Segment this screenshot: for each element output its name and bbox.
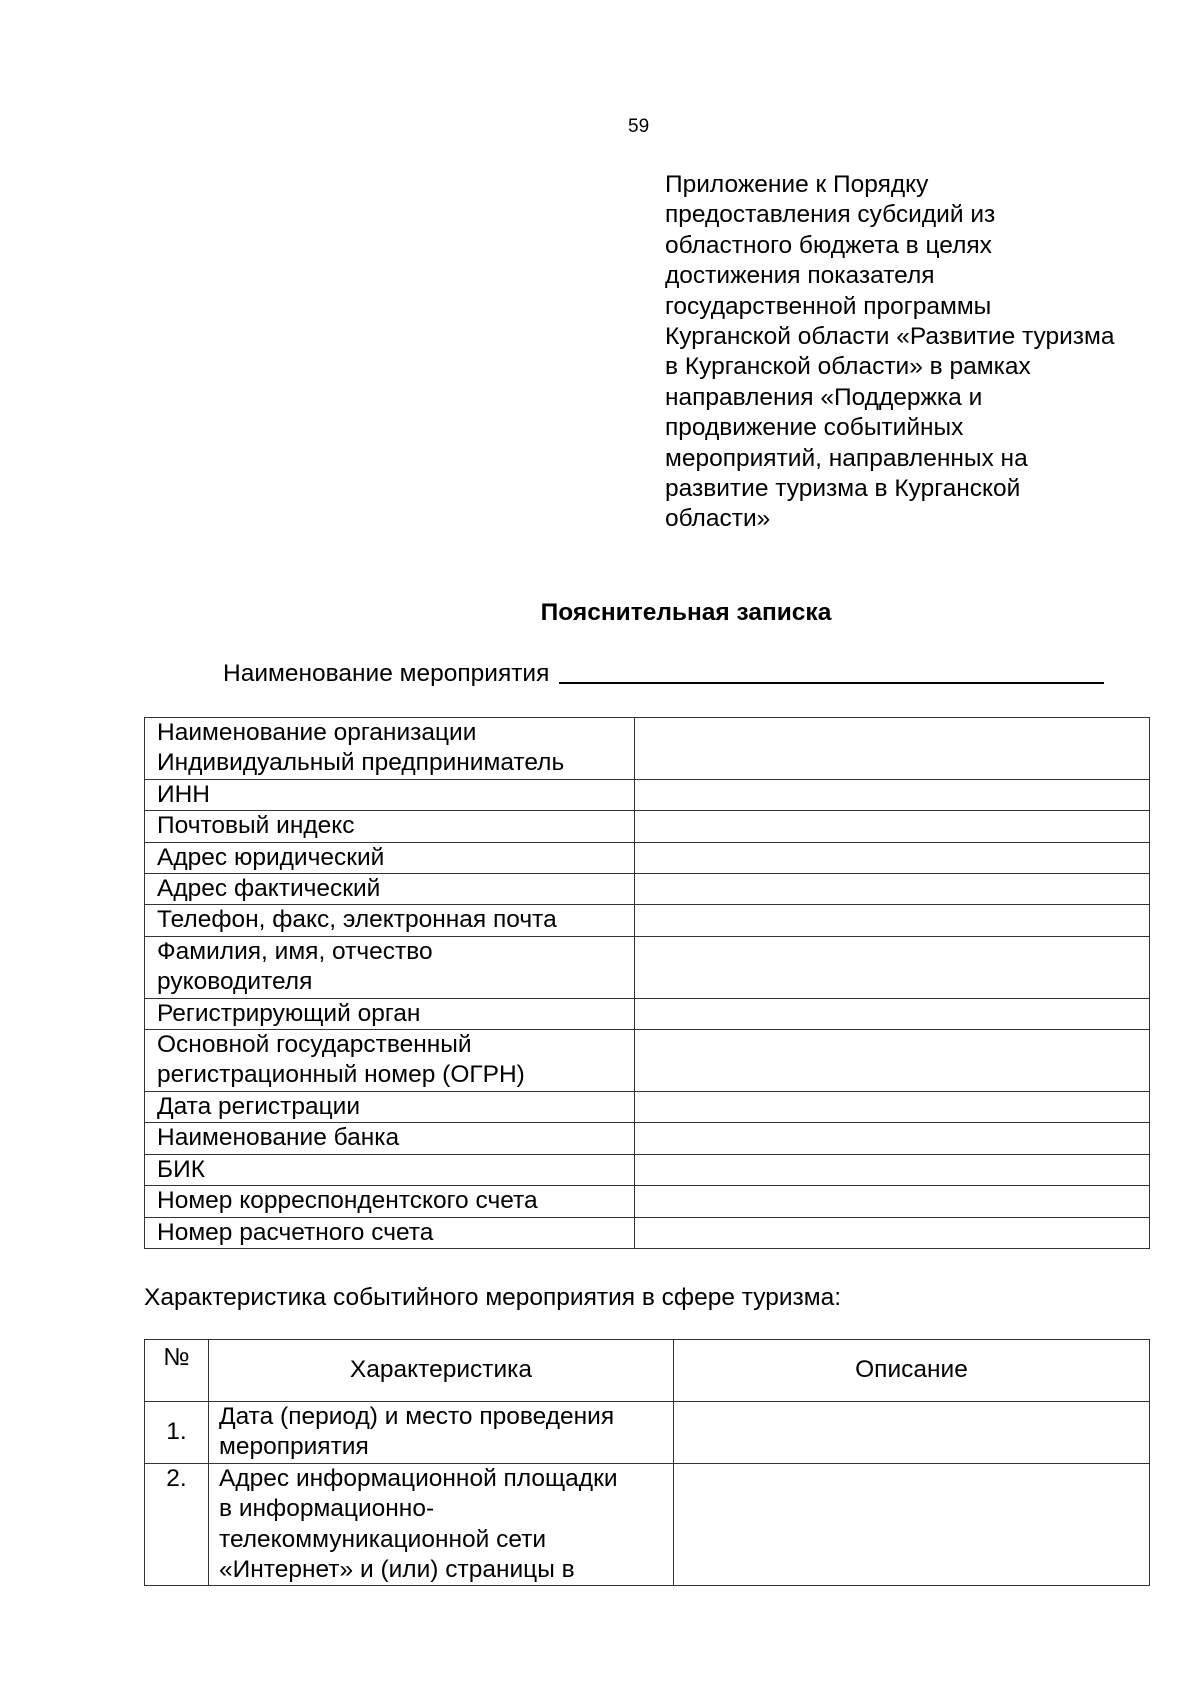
org-field-label: Фамилия, имя, отчество руководителя (145, 936, 635, 998)
org-field-label: ИНН (145, 779, 635, 810)
header-description: Описание (674, 1340, 1150, 1402)
event-name-blank-line[interactable] (559, 682, 1104, 684)
org-table-row (145, 1154, 1150, 1185)
org-field-value[interactable] (635, 779, 1150, 810)
org-table-row (145, 1217, 1150, 1248)
org-field-label: Адрес юридический (145, 842, 635, 873)
org-field-label: Номер корреспондентского счета (145, 1186, 635, 1217)
org-field-value[interactable] (635, 1154, 1150, 1185)
row-description[interactable] (674, 1463, 1150, 1586)
org-table-row (145, 811, 1150, 842)
org-field-value[interactable] (635, 718, 1150, 780)
org-table-row (145, 842, 1150, 873)
org-field-value[interactable] (635, 998, 1150, 1029)
header-characteristic: Характеристика (209, 1340, 674, 1402)
org-field-label: Адрес фактический (145, 874, 635, 905)
org-table-row (145, 1123, 1150, 1154)
characteristics-row (145, 1402, 1150, 1464)
row-description[interactable] (674, 1402, 1150, 1464)
org-field-value[interactable] (635, 1123, 1150, 1154)
org-table-row (145, 905, 1150, 936)
org-field-value[interactable] (635, 842, 1150, 873)
document-title: Пояснительная записка (540, 599, 832, 626)
org-field-label: БИК (145, 1154, 635, 1185)
org-field-label: Основной государственный регистрационный номер (ОГРН) (145, 1030, 635, 1092)
org-field-label: Почтовый индекс (145, 811, 635, 842)
org-field-label: Регистрирующий орган (145, 998, 635, 1029)
org-table-row (145, 1091, 1150, 1122)
org-table-row (145, 936, 1150, 998)
org-table-row (145, 1186, 1150, 1217)
event-name-row (223, 659, 1104, 689)
characteristics-row (145, 1463, 1150, 1586)
characteristics-table (144, 1339, 1150, 1586)
characteristics-heading: Характеристика событийного мероприятия в сфере туризма: (144, 1284, 842, 1311)
org-field-label: Дата регистрации (145, 1091, 635, 1122)
org-table-row (145, 779, 1150, 810)
event-name-label: Наименование мероприятия (223, 660, 550, 687)
header-number: № (145, 1340, 209, 1402)
org-field-value[interactable] (635, 1217, 1150, 1248)
org-field-value[interactable] (635, 1186, 1150, 1217)
organization-table (144, 717, 1150, 1249)
org-field-value[interactable] (635, 936, 1150, 998)
org-field-label: Телефон, факс, электронная почта (145, 905, 635, 936)
org-table-row (145, 998, 1150, 1029)
org-field-label: Наименование организации Индивидуальный предприниматель (145, 718, 635, 780)
org-table-row (145, 1030, 1150, 1092)
row-characteristic: Адрес информационной площадки в информационно- телекоммуникационной сети «Интернет» и (или) страницы в (209, 1463, 674, 1586)
org-field-value[interactable] (635, 874, 1150, 905)
appendix-note: Приложение к Порядку предоставления субсидий из областного бюджета в целях достижения показателя государственной программы Курганской области «Развитие туризма в Курганской области» в рамках направления «Поддержка и продвижение событийных мероприятий, направленных на развитие туризма в Курганской области» (665, 171, 1115, 533)
characteristics-header-row (145, 1340, 1150, 1402)
row-characteristic: Дата (период) и место проведения мероприятия (209, 1402, 674, 1464)
row-number: 2. (145, 1463, 209, 1586)
org-table-row (145, 718, 1150, 780)
org-field-value[interactable] (635, 905, 1150, 936)
org-table-row (145, 874, 1150, 905)
org-field-value[interactable] (635, 811, 1150, 842)
page-number: 59 (628, 116, 650, 137)
org-field-label: Наименование банка (145, 1123, 635, 1154)
org-field-value[interactable] (635, 1030, 1150, 1092)
org-field-value[interactable] (635, 1091, 1150, 1122)
row-number: 1. (145, 1402, 209, 1464)
org-field-label: Номер расчетного счета (145, 1217, 635, 1248)
